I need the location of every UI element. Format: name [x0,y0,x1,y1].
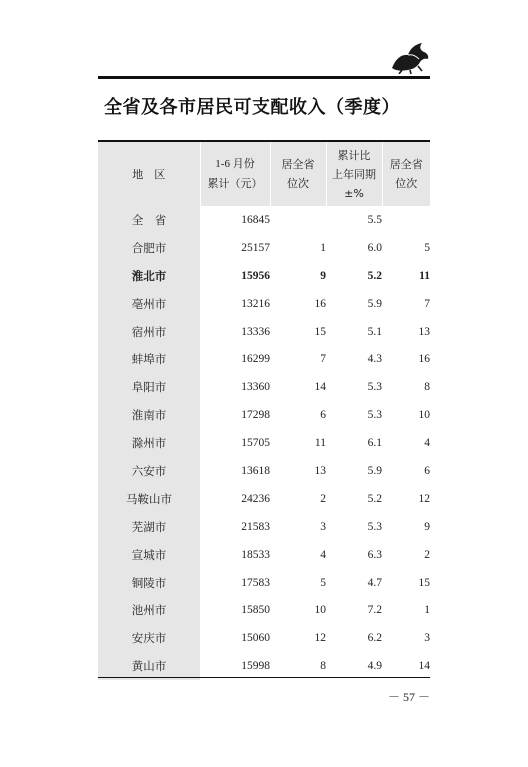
cell-rank-growth: 6 [424,464,430,477]
table-row [98,373,430,401]
cell-rank-income: 3 [320,520,326,533]
cell-rank-growth: 13 [418,325,430,338]
cell-cumulative: 13336 [241,325,270,338]
table-row [98,290,430,318]
table-row [98,652,430,680]
table-row [98,457,430,485]
table-row [98,234,430,262]
cell-region: 芜湖市 [98,513,200,541]
header-rank-income: 居全省 位次 [270,142,326,206]
cell-region: 滁州市 [98,429,200,457]
income-table [98,142,430,680]
cell-cumulative: 15850 [241,604,270,617]
cell-rank-income: 5 [320,576,326,589]
table-row [98,596,430,624]
page-number: － 57 － [387,690,430,704]
cell-growth: 5.5 [367,213,382,226]
header-rank-growth: 居全省 位次 [382,142,430,206]
cell-growth: 5.9 [367,464,382,477]
cell-cumulative: 13618 [241,464,270,477]
cell-growth: 5.2 [367,492,382,505]
cell-growth: 5.9 [367,297,382,310]
cell-rank-income: 10 [314,604,326,617]
cell-cumulative: 21583 [241,520,270,533]
cell-cumulative: 16299 [241,353,270,366]
cell-rank-income: 1 [320,241,326,254]
cell-cumulative: 17583 [241,576,270,589]
cell-growth: 7.2 [367,604,382,617]
cell-growth: 4.9 [367,660,382,673]
table-row [98,485,430,513]
cell-growth: 6.1 [367,437,382,450]
cell-region: 马鞍山市 [98,485,200,513]
cell-rank-income: 12 [314,632,326,645]
cell-region: 安庆市 [98,624,200,652]
cell-rank-growth: 15 [418,576,430,589]
cell-rank-growth [382,206,430,234]
cell-rank-income: 11 [314,437,326,450]
table-row [98,401,430,429]
cell-rank-growth: 7 [424,297,430,310]
cell-region: 黄山市 [98,652,200,680]
table-body [98,206,430,680]
cell-growth: 4.7 [367,576,382,589]
horse-emblem-icon [388,40,432,74]
cell-cumulative: 16845 [241,213,270,226]
cell-region: 全 省 [98,206,200,234]
cell-cumulative: 15060 [241,632,270,645]
cell-region: 阜阳市 [98,373,200,401]
top-rule [98,76,430,79]
cell-growth: 6.2 [367,632,382,645]
cell-growth: 6.0 [367,241,382,254]
cell-growth: 5.1 [367,325,382,338]
cell-rank-growth: 10 [418,409,430,422]
cell-growth: 5.3 [367,381,382,394]
cell-rank-income [270,206,326,234]
cell-rank-growth: 5 [424,241,430,254]
cell-rank-income: 2 [320,492,326,505]
header-growth: 累计比 上年同期 ±% [326,142,382,206]
cell-growth: 5.3 [367,520,382,533]
cell-rank-growth: 1 [424,604,430,617]
header-cumulative: 1-6 月份 累计（元） [200,142,270,206]
cell-region: 亳州市 [98,290,200,318]
cell-growth: 5.3 [367,409,382,422]
cell-cumulative: 25157 [241,241,270,254]
cell-region: 六安市 [98,457,200,485]
cell-cumulative: 17298 [241,409,270,422]
cell-rank-growth: 2 [424,548,430,561]
header-region: 地 区 [98,142,200,206]
cell-region: 蚌埠市 [98,345,200,373]
cell-region: 池州市 [98,596,200,624]
cell-rank-growth: 14 [418,660,430,673]
cell-rank-growth: 4 [424,437,430,450]
cell-rank-income: 9 [320,269,326,282]
cell-rank-growth: 16 [418,353,430,366]
cell-region: 宣城市 [98,541,200,569]
cell-cumulative: 18533 [241,548,270,561]
cell-rank-growth: 9 [424,520,430,533]
cell-rank-growth: 12 [418,492,430,505]
table-row [98,569,430,597]
cell-region: 淮南市 [98,401,200,429]
cell-growth: 6.3 [367,548,382,561]
table-row [98,345,430,373]
cell-rank-income: 4 [320,548,326,561]
cell-rank-growth: 3 [424,632,430,645]
cell-cumulative: 24236 [241,492,270,505]
table-row [98,206,430,234]
table-row [98,541,430,569]
cell-cumulative: 15956 [241,269,270,282]
table-header-row [98,142,430,206]
cell-rank-income: 8 [320,660,326,673]
cell-rank-income: 14 [314,381,326,394]
cell-rank-income: 13 [314,464,326,477]
table-row [98,513,430,541]
table-row [98,262,430,290]
cell-region: 铜陵市 [98,569,200,597]
cell-growth: 5.2 [367,269,382,282]
table-row [98,429,430,457]
cell-rank-growth: 11 [419,269,430,282]
table-row [98,318,430,346]
cell-rank-income: 16 [314,297,326,310]
cell-rank-income: 6 [320,409,326,422]
cell-cumulative: 13360 [241,381,270,394]
cell-region: 合肥市 [98,234,200,262]
cell-growth: 4.3 [367,353,382,366]
table-bottom-rule [98,677,430,678]
cell-rank-income: 7 [320,353,326,366]
cell-cumulative: 15998 [241,660,270,673]
cell-cumulative: 13216 [241,297,270,310]
table-row [98,624,430,652]
cell-region: 淮北市 [98,262,200,290]
page-title: 全省及各市居民可支配收入（季度） [104,97,400,118]
cell-rank-income: 15 [314,325,326,338]
cell-region: 宿州市 [98,318,200,346]
cell-rank-growth: 8 [424,381,430,394]
cell-cumulative: 15705 [241,437,270,450]
